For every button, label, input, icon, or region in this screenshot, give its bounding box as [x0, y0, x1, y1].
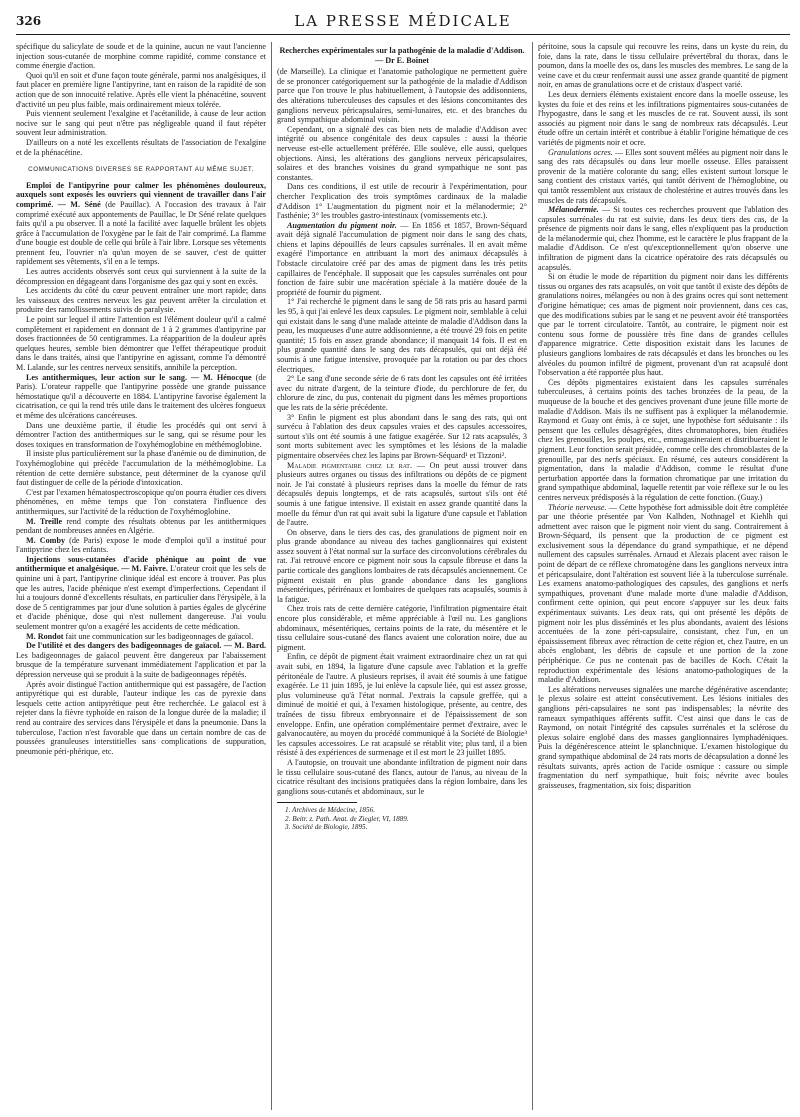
paragraph: Après avoir distingué l'action antithermique qui est passagère, de l'action antipyrétique qui est durable, l'auteur indique les cas de pyrexie dans lesquels cette action antipyrétique peut être recherchée. Le gaïacol est à rejeter dans la fièvre typhoïde en raison de la longue durée de la maladie; il rend au contraire des services dans l'érysipèle et dans la pneumonie. Dans la tuberculose, l'action n'est favorable que dans un certain nombre de cas de poussées granuleuses interstitielles sans complications de suppuration, pneumonie péri-phérique, etc.	[16, 679, 266, 756]
footnotes	[277, 806, 527, 831]
paragraph: Enfin, ce dépôt de pigment était vraiment extraordinaire chez un rat qui avait subi, en 1894, la ligature d'une capsule avec l'ablation et la greffe péritonéale de l'autre. A plusieurs reprises, il avait été soumis à une fatigue exagérée. Le 11 juin 1895, je lui enlève la capsule liée, qui est assez grosse, plus volumineuse qu'à l'état normal. J'extrais la capsule greffée, qui a diminué de moitié et qui, à l'examen histologique, présente, au centre, des traînées de tissu fibreux embryonnaire et de l'épaississement de son enveloppe. Enfin, une opération complémentaire permet d'extraire, avec le galvanocautère, au moyen du procédé communiqué à la Société de Biologie³ les capsules accessoires. Le rat acapsulé se rétablit vite; plus tard, il a bien résisté à des expériences de surmenage et il est mort le 23 juillet 1895.	[277, 652, 527, 758]
paragraph: On observe, dans le tiers des cas, des granulations de pigment noir en plus grande abondance au niveau des taches ganglionnaires qui existent assez souvent à l'état normal sur la surface des circonvolutions cérébrales du rat. J'ai retrouvé encore ce pigment noir sous la capsule fibreuse et dans la partie corticale des ganglions lombaires de rats décapsulés anciennement. Ce pigment existait en plus grande abondance dans les ganglions mésentériques, périrénaux et lombaires de quelques rats acapsulés, soumis à la fatigue.	[277, 527, 527, 604]
column-divider	[271, 42, 272, 1110]
footnote-divider	[277, 802, 357, 803]
footnote: 1. Archives de Médecine, 1856.	[285, 806, 376, 815]
paragraph	[16, 373, 266, 421]
column-3	[538, 42, 788, 1110]
author-name: M. Comby	[26, 535, 66, 545]
paragraph-heading: De l'utilité et des dangers des badigeonnages de gaïacol. — M. Bard.	[26, 641, 266, 651]
paragraph-body: — En 1856 et 1857, Brown-Séquard avait déjà signalé l'accumulation de pigment noir dans le sang des chats, chiens et lapins dépouillés de leurs capsules surrénales. Il en avait même exagéré l'importance en attribuant la mort des animaux décapsulés à l'obstacle circulatoire créé par des amas de pigment dans les très petits capillaires de l'encéphale. Il supposait que les capsules surrénales ont pour fonction de faire subir une macération spéciale à la matière douée de la propriété de fournir du pigment.	[277, 220, 527, 297]
paragraph: C'est par l'examen hématospectroscopique qu'on pourra étudier ces divers phénomènes, en même temps que l'on constatera l'influence des antithermiques, sur l'activité de la réduction de l'oxyhémoglobine.	[16, 487, 266, 516]
author-name: M. Rondot	[26, 631, 64, 641]
paragraph: Cependant, on a signalé des cas bien nets de maladie d'Addison avec intégrité ou absence congénitale des deux capsules : aussi la théorie nerveuse est-elle actuellement préférée. Elle soulève, elle aussi, quelques objections. Ainsi, les altérations des ganglions nerveux péricapsulaires, solaires et des branches voisines du grand sympathique ne sont pas constantes.	[277, 124, 527, 182]
journal-title: LA PRESSE MÉDICALE	[294, 12, 512, 30]
paragraph-heading: Emploi de l'antipyrine pour calmer les phénomènes douloureux, auxquels sont exposés les ouvriers qui viennent de travailler dans l'air comprimé. — M. Séné	[16, 180, 266, 209]
paragraph-body: — On peut aussi trouver dans plusieurs autres organes ou tissus des infiltrations ou dépôts de ce pigment noir. Je l'ai constaté à plusieurs reprises dans la moelle du fémur de rats décapsulés depuis longtemps, et de rats acapsulés, surtout s'ils ont été soumis à une fatigue intensive. Il existait en assez grande quantité dans la moelle du fémur d'un rat qui avait subi la ligature d'une capsule et l'ablation de l'autre.	[277, 460, 527, 528]
paragraph: 1° J'ai recherché le pigment dans le sang de 58 rats pris au hasard parmi les 95, à qui j'ai enlevé les deux capsules. Le pigment noir, semblable à celui qui existait dans le sang d'une malade atteinte de maladie d'Addison dans la peau, les muqueuses d'une autre addisonnienne, a été trouvé 29 fois en petite quantité; 15 fois en assez grande abondance; il manquait 14 fois. Il est en plus grande quantité dans le sang des rats décapsulés, qui ont déjà été soumis à une fatigue intensive, provoquée par la rotation ou par des chocs électriques.	[277, 297, 527, 374]
paragraph	[277, 221, 527, 298]
paragraph: Ces dépôts pigmentaires existaient dans les capsules surrénales tuberculeuses, à certains points des taches bronzées de la peau, de la muqueuse de la bouche et des gencives provenant d'une jeune fille morte de maladie d'Addison. Mais ils ne suffisent pas à expliquer la mélanodermie. Raymond et Guay ont émis, à ce sujet, une hypothèse fort séduisante : ils pensent que les cellules désagrégées, dites chromatophores, bien étudiées chez les grenouilles, les poulpes, etc., emmagasineraient et distribueraient le pigment. Leur fonction serait présidée, comme celle des chromoblastes de la grenouille, par des nerfs spéciaux. En résumé, ces auteurs considèrent la pigmentation, dans la maladie d'Addison, comme le résultat d'une perturbation apportée dans la formation chromatique par une irritation du grand sympathique abdominal, laquelle retentit par voie réflexe sur le ou les centres nerveux prédisposés à la régulation de cette fonction. (Guay.)	[538, 377, 788, 502]
subheading: Théorie nerveuse.	[548, 502, 607, 512]
paragraph	[538, 148, 788, 206]
paragraph	[16, 555, 266, 632]
paragraph: Puis viennent seulement l'exalgine et l'acétanilide, à cause de leur action nocive sur le sang qui peut n'être pas négligeable quand il faut répéter souvent leur administration.	[16, 109, 266, 138]
paragraph: Le point sur lequel il attire l'attention est l'élément douleur qu'il a calmé complètement et rapidement en donnant de 1 à 2 grammes d'antipyrine par doses fractionnées de 50 centigrammes. La réapparition de la douleur après quelques heures, semble bien démontrer que l'effet thérapeutique produit dans le dans traités, ainsi que l'antipyrine en agissant, comme l'a démontré M. Lalande, sur les centres nerveux sensitifs, annihile la perception.	[16, 315, 266, 372]
paragraph: 2° Le sang d'une seconde série de 6 rats dont les capsules ont été irritées avec du nitrate d'argent, de la teinture d'iode, du perchlorure de fer, du chlorure de zinc, du pus, contenait du pigment dans les mêmes proportions que les rats de la série précédente.	[277, 374, 527, 412]
text-columns	[16, 42, 788, 1110]
subheading: Maladie pigmentaire chez le rat.	[287, 460, 412, 470]
paragraph-heading: Les antithermiques, leur action sur le sang. — M. Hénocque	[26, 372, 252, 382]
paragraph-body: — Cette hypothèse fort admissible doit être complétée par une théorie présentée par Von Kalhden, Nothnagel et Kiehlh qui admettent avec raison que le pigment noir vient du sang. Contrairement à Brown-Séquard, ils pensent que la production de ce pigment est exclusivement sous la dépendance du grand sympathique, et ne dépend nullement des capsules surrénales. Arnaud et Alezais placent avec raison le point de départ de ce réflexe chromatogène dans les ganglions nerveux intra et péricapsulaire, dont l'altération est souvent liée à la tuberculose surrénale. Les examens anatomo-pathologiques des capsules, des ganglions et nerfs sympathiques, provenant d'une malade morte d'une maladie d'Addison, confirment cette opinion, qui peut encore s'appuyer sur les deux faits expérimentaux suivants. Les deux rats, qui ont présenté les dépôts de pigment noir les plus disséminés et les plus abondants, avaient des lésions accentuées de la zone péri-capsulaire, consistant, chez l'un, en un épaississement fibreux avec rétraction de cette région et, chez l'autre, en un abcès englobant, les débris de capsule et une portion de la zone périphérique. Ce pus ne contenait pas de bacilles de Koch. C'était la reproduction expérimentale des lésions anatomo-pathologiques de la maladie d'Addison.	[538, 502, 788, 685]
column-divider	[532, 42, 533, 1110]
paragraph-body: rend compte des résultats obtenus par les antithermiques pendant de nombreuses années en Algérie.	[16, 516, 266, 536]
column-1	[16, 42, 266, 1110]
paragraph: Les deux derniers éléments existaient encore dans la moelle osseuse, les kystes du foie et des reins et les infiltrations pigmentaires sous-cutanées de l'hypogastre, dans le sang et les muscles de ce rat. Souvent aussi, ils sont associés au pigment noir dans le sang de nombreux rats décapsulés. Leur étude offre un certain intérêt et contribue à établir l'origine hématique de ces variétés de pigments noir et ocre.	[538, 89, 788, 147]
paragraph-body: (de Pauillac). A l'occasion des travaux à l'air comprimé exécuté aux appontements de Pauillac, le Dr Séné relate quelques faits qu'il a pu observer. Il a noté la facilité avec laquelle brûlent les objets grâce à l'accumulation de l'oxygène par le fait de l'air comprimé. La flamme d'une bougie est double de celle qui brûle à l'air libre. Lorsque ses vêtements prennent feu, l'ouvrier n'a qu'un moyen de se sauver, c'est de quitter rapidement ses vêtements, s'il en a le temps.	[16, 199, 266, 267]
page-number: 326	[16, 14, 42, 28]
paragraph	[16, 632, 266, 642]
page-header	[16, 12, 790, 35]
article-title: Recherches expérimentales sur la pathogénie de la maladie d'Addison. — Dr E. Boinet	[279, 46, 525, 65]
paragraph: spécifique du salicylate de soude et de la quinine, aucun ne vaut l'ancienne injection sous-cutanée de morphine comme rapidité, comme constance et comme énergie d'action.	[16, 42, 266, 71]
paragraph-body: fait une communication sur les badigeonnages de gaïacol.	[65, 631, 254, 641]
subheading: Granulations ocres.	[548, 147, 613, 157]
paragraph: Il insiste plus particulièrement sur la phase d'anémie ou de diminution, de l'oxyhémoglobine qui précède l'accumulation de la méthémoglobine. La rétention de cette dernière substance, peut déterminer de la cyanose qu'il faut distinguer de celle de la période d'intoxication.	[16, 449, 266, 488]
subheading: Augmentation du pigment noir.	[287, 220, 397, 230]
footnote: 2. Beitr. z. Path. Anat. de Ziegler, VI, 1889.	[285, 814, 409, 823]
paragraph-body: L'orateur croit que les sels de quinine uni à part, l'antipyrine clinique idéal est encore à trouver. Pas plus que les autres, l'acide phénique n'est exempt d'imperfections. Cependant il lui a toujours donné d'excellents résultats, en particulier dans l'érysipèle, à la dose de 5 centigrammes par jour d'une solution à parties égales de glycérine et d'acide phénique, dose qui n'est nullement dangereuse. J'ai voulu seulement montrer qu'on a exagéré les accidents de cette médication.	[16, 564, 266, 632]
paragraph: D'ailleurs on a noté les excellents résultats de l'association de l'exalgine et de la phénacétine.	[16, 137, 266, 157]
paragraph-body: Les badigeonnages de gaïacol peuvent être dangereux par l'abaissement brusque de la température survenant immédiatement l'application et par la dépression nerveuse qui se produit à la suite de badigeonnages répétés.	[16, 650, 266, 679]
paragraph: Les accidents du côté du cœur peuvent entraîner une mort rapide; dans les vaisseaux des centres nerveux les gaz peuvent arrêter la circulation et produire des ramollissements suivis de paralysie.	[16, 286, 266, 315]
paragraph-body: — Elles sont souvent mêlées au pigment noir dans le sang des rats décapsulés ou dans leur moelle osseuse. Elles paraissent provenir de la matière colorante du sang; elles existent surtout lorsque le sang contient des cristaux variés, qui tantôt dérivent de l'hémoglobine, ou qui tantôt ressemblent aux cristaux de cholestérine et autres trouvés dans les muscles de rats décapsulés.	[538, 147, 788, 205]
paragraph: Si on étudie le mode de répartition du pigment noir dans les différents tissus ou organes des rats acapsulés, on voit que tantôt il existe des dépôts de granulations noires, mélangées ou non à des grains ocres qui sont nettement d'origine hématique; ces amas de pigment noir proviennent, dans ces cas, que des modifications subies par le sang et ne peuvent avoir été transportées que par le torrent circulatoire. Tantôt, au contraire, le pigment noir est contenu sous forme de poussière très fine dans de grandes cellules d'apparence migratrice. Cette disposition existait dans les lacunes de plusieurs ganglions lombaires de rats décapsulés et dans les bronches ou les alvéoles du poumon infiltré de pigment, provenant d'un rat acapsulé dont l'observation a été rapportée plus haut.	[538, 272, 788, 378]
paragraph	[16, 181, 266, 267]
paragraph: Les altérations nerveuses signalées une marche dégénérative ascendante; le plexus solaire est atteint consécutivement. Les lésions initiales des ganglions péri-capsulaires ne sont pas indispensables; la névrite des rameaux sympathiques afférents suffit. C'est ainsi que dans le cas de Raymond, on notait l'intégrité des capsules surrénales et la sclérose du plexus solaire englobé dans des masses ganglionnaires lymphadéniques. Puis la dégénérescence atteint le splanchnique. L'examen histologique du grand sympathique abdominal de 24 rats morts de décapsulation a donné les résultats suivants, après action de l'acide osmique : cassure ou simple fragmentation du nerf sympathique, huit fois; névrite avec boules graisseuses, fragmentation, six fois; disparition	[538, 684, 788, 790]
subheading: Mélanodermie.	[548, 205, 599, 215]
paragraph: Dans une deuxième partie, il étudie les procédés qui ont servi à démontrer l'action des antithermiques sur le sang, qui se résume pour les doses toxiques en transformation de l'oxyhémoglobine en méthémoglobine.	[16, 420, 266, 449]
footnote: 3. Société de Biologie, 1895.	[285, 823, 368, 832]
paragraph: Les autres accidents observés sont ceux qui surviennent à la suite de la décompression en dégageant dans l'organisme des gaz qui y sont en excès.	[16, 267, 266, 286]
paragraph: Chez trois rats de cette dernière catégorie, l'infiltration pigmentaire était encore plus considérable, et même appréciable à l'œil nu. Les ganglions abdominaux, mésentériques, certains points de la rate, du mésentère et le tissu cellulaire sous-cutané des flancs avaient une coloration noire, due au pigment.	[277, 604, 527, 652]
paragraph: A l'autopsie, on trouvait une abondante infiltration de pigment noir dans le tissu cellulaire sous-cutané des flancs, autour de l'anus, au niveau de la cicatrice résultant des incisions pratiquées dans la région lombaire, dans les ganglions sous-cutanés et abdominaux, sur le	[277, 757, 527, 796]
paragraph: 3° Enfin le pigment est plus abondant dans le sang des rats, qui ont survécu à l'ablation des deux capsules vraies et des capsules accessoires, surtout s'ils ont été soumis à une fatigue exagérée. Sur 12 rats acapsulés, 3 sont morts subitement avec les symptômes et les lésions de la maladie pigmentaire observées chez les lapins par Brown-Séquard¹ et Tizzoni².	[277, 412, 527, 460]
paragraph	[538, 205, 788, 272]
section-subheading: COMMUNICATIONS DIVERSES SE RAPPORTANT AU MÊME SUJET.	[28, 166, 254, 174]
paragraph	[16, 517, 266, 536]
paragraph	[16, 536, 266, 555]
paragraph-body: (de Paris). L'orateur rappelle que l'antipyrine possède une grande puissance hémostatique qu'il a découverte en 1884. L'antipyrine favorise également la cicatrisation, ce qui la rend très utile dans le traitement des ulcères fongueux et même des ulcérations cancéreuses.	[16, 372, 266, 420]
paragraph	[277, 461, 527, 528]
paragraph-body: — Si toutes ces recherches prouvent que l'ablation des capsules surrénales du rat est suivie, dans les deux tiers des cas, de la présence de pigments noir dans le sang, elles n'expliquent pas la production de la mélanodermie qui, chez l'homme, est le caractère le plus frappant de la maladie d'Addison. Ce n'est qu'exceptionnellement qu'on observe une infiltration de pigment dans la cicatrice opératoire des rats décapsulés ou acapsulés.	[538, 205, 788, 272]
paragraph-heading: Injections sous-cutanées d'acide phénique au point de vue antithermique et analgésique. — M. Faivre.	[16, 554, 266, 574]
paragraph	[16, 641, 266, 679]
paragraph: péritoine, sous la capsule qui recouvre les reins, dans un kyste du rein, du foie, dans la rate, dans le tissu cellulaire prévertébral du thorax, dans le poumon, dans la moelle des os, dans les muscles des membres. Le sang de la veine cave et du cœur renfermait aussi une assez grande quantité de pigment noir, en amas de granulations ocre et de cristaux d'aspect varié.	[538, 42, 788, 90]
paragraph: (de Marseille). La clinique et l'anatomie pathologique ne permettent guère de se prononcer catégoriquement sur la pathogénie de la maladie d'Addison parce que l'on trouve le plus habituellement, à l'autopsie des addisonniens, des altérations tuberculeuses des capsules et des lésions concomitantes des ganglions nerveux péricapsulaires, semi-lunaires, etc. et des branches du grand sympathique abdominal voisin.	[277, 67, 527, 125]
author-name: M. Treille	[26, 516, 63, 526]
paragraph-body: (de Paris) expose le mode d'emploi qu'il a institué pour l'antipyrine chez les enfants.	[16, 535, 266, 555]
paragraph: Dans ces conditions, il est utile de recourir à l'expérimentation, pour chercher l'explication des trois symptômes cardinaux de la maladie d'Addison 1° L'augmentation du pigment noir et la mélanodermie; 2° l'asthénie; 3° les troubles gastro-intestinaux (vomissements etc.).	[277, 182, 527, 221]
column-2	[277, 42, 527, 1110]
paragraph: Quoi qu'il en soit et d'une façon toute générale, parmi nos analgésiques, il faut placer en première ligne l'antipyrine, tant en raison de la rapidité de son action que de son innocuité relative. Après elle vient la phénacétine, souvent d'activité un peu plus faible, mais ordinairement mieux tolérée.	[16, 70, 266, 109]
paragraph	[538, 503, 788, 685]
